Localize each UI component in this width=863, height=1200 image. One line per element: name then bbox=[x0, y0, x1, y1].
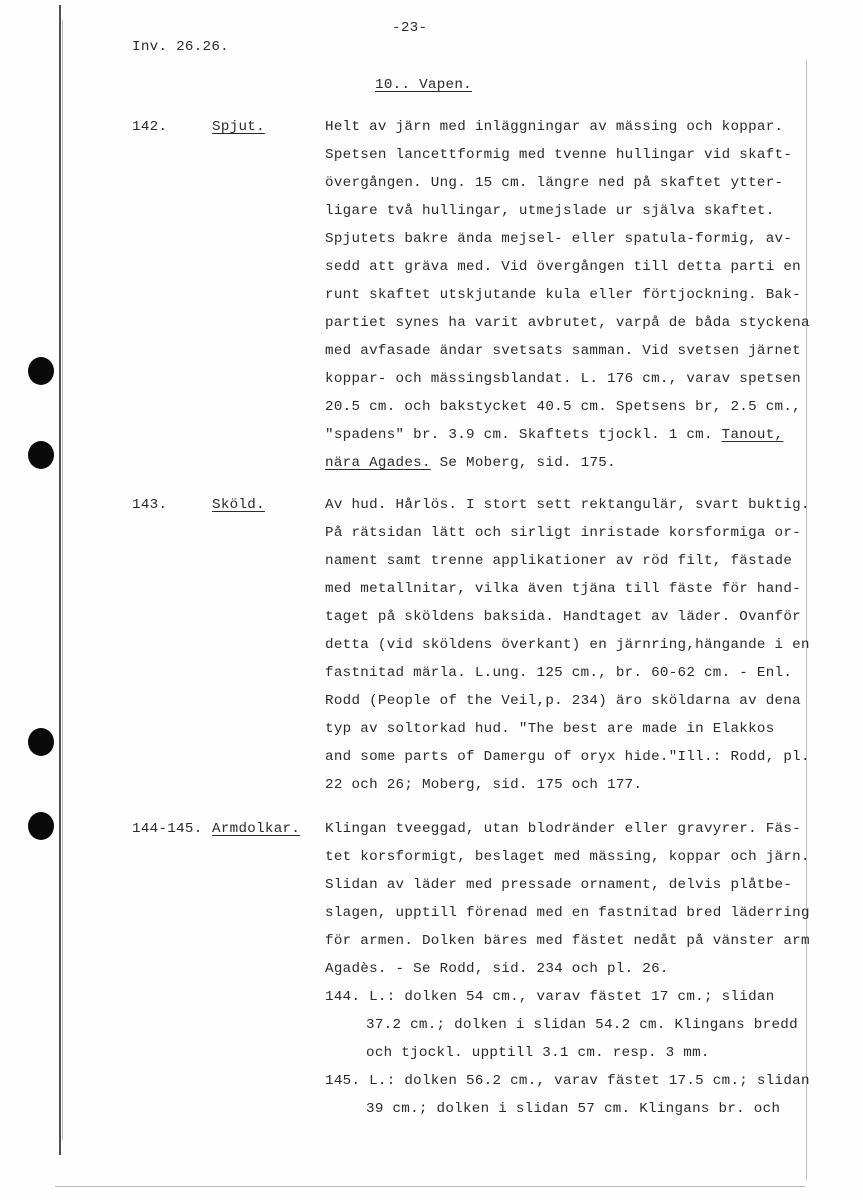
text-line: ligare två hullingar, utmejslade ur själva skaftet. bbox=[325, 203, 775, 219]
text-line: med metallnitar, vilka även tjäna till fäste för hand- bbox=[325, 581, 801, 597]
binding-line-inner bbox=[62, 20, 63, 1140]
page-edge-line bbox=[806, 60, 807, 1180]
punch-hole bbox=[28, 728, 54, 756]
place-name: nära Agades. bbox=[325, 455, 431, 471]
bottom-edge-line bbox=[55, 1186, 805, 1187]
entry-number: 144-145. bbox=[132, 821, 203, 837]
text-line: Av hud. Hårlös. I stort sett rektangulär, svart buktig. bbox=[325, 497, 810, 513]
text-line: partiet synes ha varit avbrutet, varpå de båda styckena bbox=[325, 315, 810, 331]
text-line: 22 och 26; Moberg, sid. 175 och 177. bbox=[325, 777, 643, 793]
punch-hole bbox=[28, 812, 54, 840]
text-line: sedd att gräva med. Vid övergången till detta parti en bbox=[325, 259, 801, 275]
text-line: taget på sköldens baksida. Handtaget av läder. Ovanför bbox=[325, 609, 801, 625]
text-line: Spetsen lancettformig med tvenne hullingar vid skaft- bbox=[325, 147, 793, 163]
text-line: Slidan av läder med pressade ornament, delvis plåtbe- bbox=[325, 877, 793, 893]
sub-item-lead: 144. L.: dolken 54 cm., varav fästet 17 cm.; slidan bbox=[325, 989, 775, 1005]
page-number: -23- bbox=[392, 20, 428, 36]
punch-hole bbox=[28, 357, 54, 385]
entry-number: 143. bbox=[132, 497, 168, 513]
text-line: fastnitad märla. L.ung. 125 cm., br. 60-62 cm. - Enl. bbox=[325, 665, 793, 681]
entry-number: 142. bbox=[132, 119, 168, 135]
punch-hole bbox=[28, 441, 54, 469]
text-line: för armen. Dolken bäres med fästet nedåt på vänster arm bbox=[325, 933, 810, 949]
sub-item-line: 39 cm.; dolken i slidan 57 cm. Klingans br. och bbox=[366, 1101, 781, 1117]
entry-name: Sköld. bbox=[212, 497, 265, 513]
text-segment: Se Moberg, sid. 175. bbox=[439, 455, 616, 471]
text-line: Helt av järn med inläggningar av mässing och koppar. bbox=[325, 119, 784, 135]
text-line: runt skaftet utskjutande kula eller förtjockning. Bak- bbox=[325, 287, 801, 303]
entry-name: Spjut. bbox=[212, 119, 265, 135]
text-line: slagen, upptill förenad med en fastnitad bred läderring bbox=[325, 905, 810, 921]
sub-item-line: 37.2 cm.; dolken i slidan 54.2 cm. Klingans bredd bbox=[366, 1017, 798, 1033]
text-line: med avfasade ändar svetsats samman. Vid svetsen järnet bbox=[325, 343, 801, 359]
text-line bbox=[325, 426, 783, 444]
text-line: detta (vid sköldens överkant) en järnring,hängande i en bbox=[325, 637, 810, 653]
text-line: tet korsformigt, beslaget med mässing, koppar och järn. bbox=[325, 849, 810, 865]
sub-item-lead: 145. L.: dolken 56.2 cm., varav fästet 17.5 cm.; slidan bbox=[325, 1073, 810, 1089]
text-line: Klingan tveeggad, utan blodränder eller gravyrer. Fäs- bbox=[325, 821, 801, 837]
place-name: Tanout, bbox=[721, 427, 784, 443]
text-line: nament samt trenne applikationer av röd filt, fästade bbox=[325, 553, 793, 569]
text-line bbox=[325, 454, 616, 472]
text-line: and some parts of Damergu of oryx hide."Ill.: Rodd, pl. bbox=[325, 749, 810, 765]
text-line: typ av soltorkad hud. "The best are made in Elakkos bbox=[325, 721, 775, 737]
sub-item-line: och tjockl. upptill 3.1 cm. resp. 3 mm. bbox=[366, 1045, 710, 1061]
text-line: Spjutets bakre ända mejsel- eller spatula-formig, av- bbox=[325, 231, 793, 247]
text-segment: "spadens" br. 3.9 cm. Skaftets tjockl. 1 cm. bbox=[325, 427, 713, 443]
text-line: Rodd (People of the Veil,p. 234) äro sköldarna av dena bbox=[325, 693, 801, 709]
text-line: koppar- och mässingsblandat. L. 176 cm., varav spetsen bbox=[325, 371, 801, 387]
binding-line bbox=[59, 5, 61, 1155]
text-line: På rätsidan lätt och sirligt inristade korsformiga or- bbox=[325, 525, 801, 541]
text-line: Agadès. - Se Rodd, sid. 234 och pl. 26. bbox=[325, 961, 669, 977]
entry-name: Armdolkar. bbox=[212, 821, 301, 837]
section-title: 10.. Vapen. bbox=[375, 77, 472, 93]
text-line: 20.5 cm. och bakstycket 40.5 cm. Spetsens br, 2.5 cm., bbox=[325, 399, 801, 415]
text-line: övergången. Ung. 15 cm. längre ned på skaftet ytter- bbox=[325, 175, 784, 191]
inventory-number: Inv. 26.26. bbox=[132, 39, 229, 55]
